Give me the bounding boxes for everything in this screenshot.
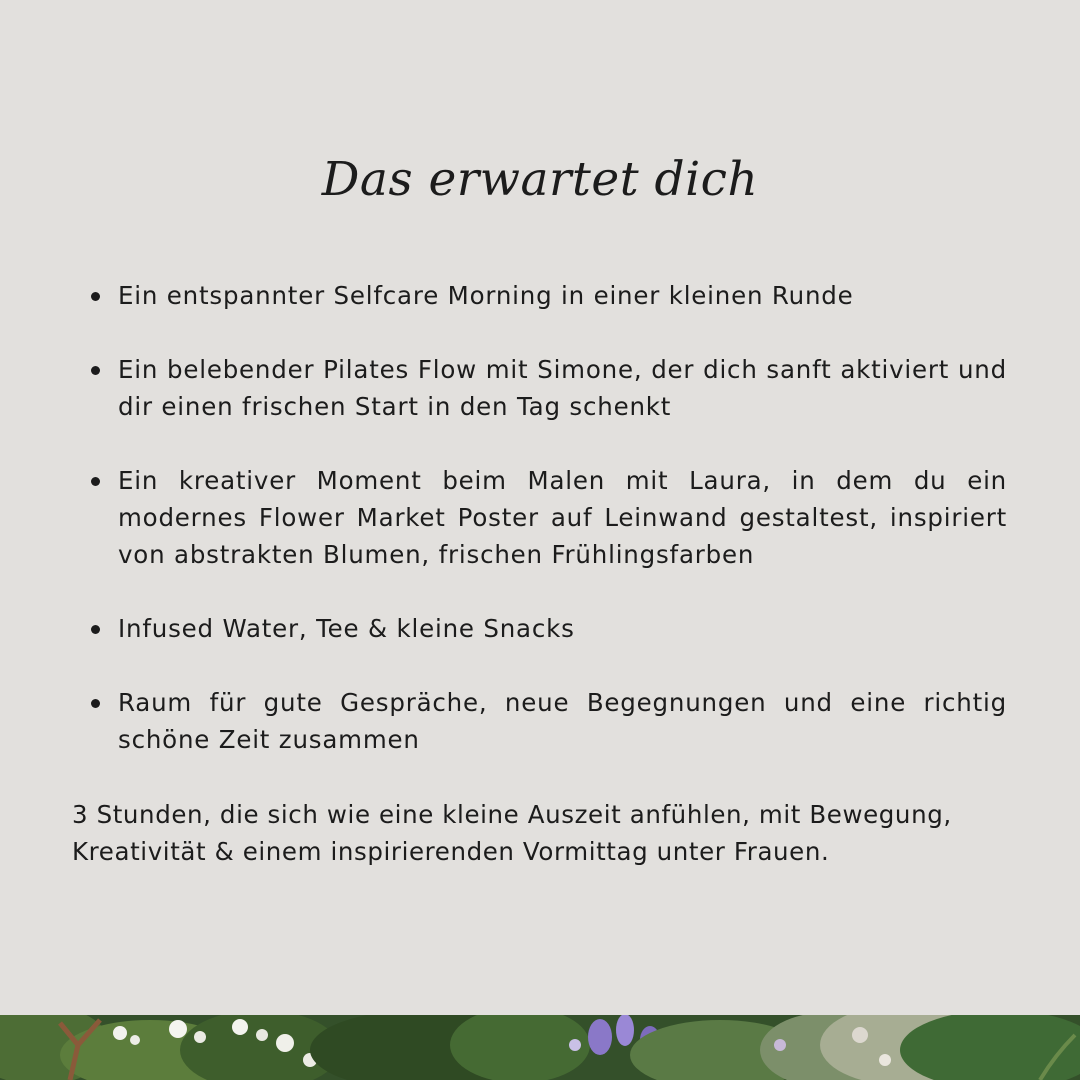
bullet-icon xyxy=(91,292,100,301)
list-item-text: Raum für gute Gespräche, neue Begegnungen und eine richtig schöne Zeit zusammen xyxy=(118,688,1007,754)
list-item xyxy=(87,462,1007,573)
list-item-text: Ein kreativer Moment beim Malen mit Laura, in dem du ein modernes Flower Market Poster auf Leinwand gestaltest, inspiriert von abstrakten Blumen, frischen Frühlingsfarben xyxy=(118,466,1007,569)
bullet-icon xyxy=(91,366,100,375)
bullet-icon xyxy=(91,699,100,708)
garden-photo-strip xyxy=(0,1015,1080,1080)
list-item-text: Ein entspannter Selfcare Morning in einer kleinen Runde xyxy=(118,281,854,310)
list-item xyxy=(87,610,1007,647)
list-item xyxy=(87,351,1007,425)
garden-foliage-illustration xyxy=(0,1015,1080,1080)
closing-paragraph: 3 Stunden, die sich wie eine kleine Auszeit anfühlen, mit Bewegung, Kreativität & einem inspirierenden Vormittag unter Frauen. xyxy=(72,800,952,866)
bullet-icon xyxy=(91,477,100,486)
feature-list xyxy=(87,277,1007,758)
list-item xyxy=(87,277,1007,314)
list-item-text: Infused Water, Tee & kleine Snacks xyxy=(118,614,575,643)
list-item xyxy=(87,684,1007,758)
list-item-text: Ein belebender Pilates Flow mit Simone, der dich sanft aktiviert und dir einen frischen Start in den Tag schenkt xyxy=(118,355,1007,421)
bullet-icon xyxy=(91,625,100,634)
page-title: Das erwartet dich xyxy=(321,152,759,207)
